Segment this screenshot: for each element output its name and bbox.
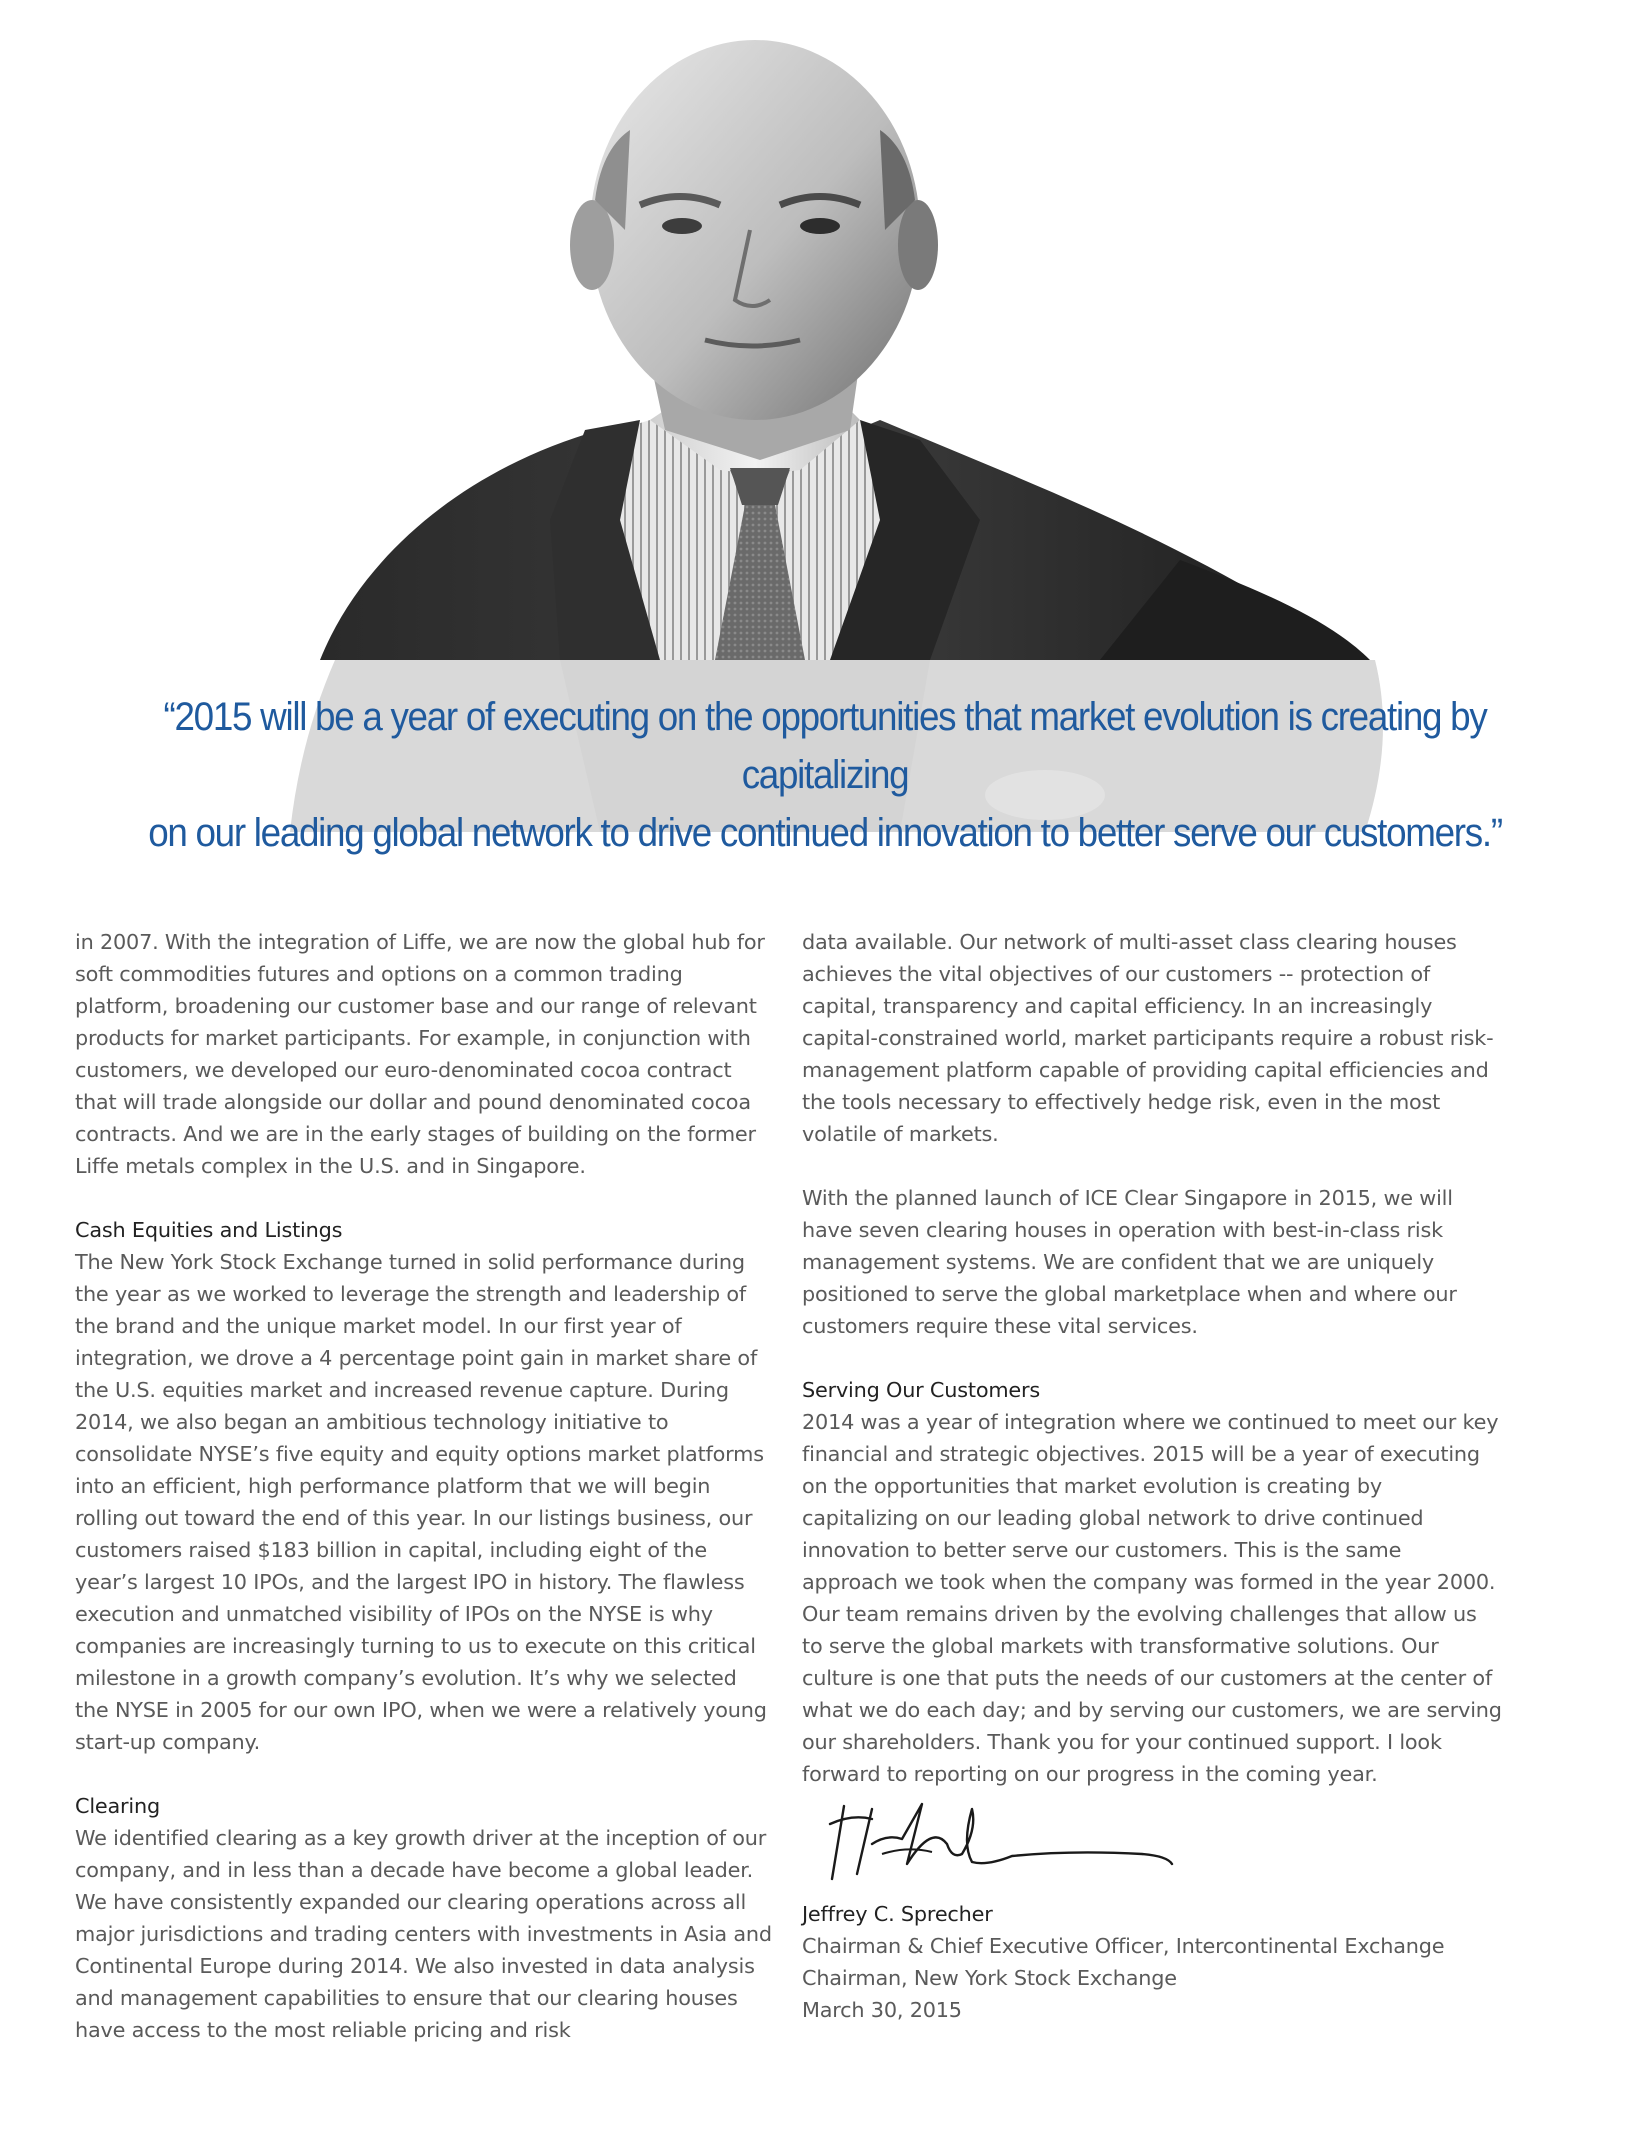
signer-name: Jeffrey C. Sprecher <box>802 1902 993 1926</box>
cash-equities-paragraph: The New York Stock Exchange turned in solid performance during the year as we worked to leverage the strength and leadership of the brand and the unique market model. In our first year of integration, we drove a 4 percentage point gain in market share of the U.S. equities market and increased revenue capture. During 2014, we also began an ambitious technology initiative to consolidate NYSE’s five equity and equity options market platforms into an efficient, high performance platform that we will begin rolling out toward the end of this year. In our listings business, our customers raised $183 billion in capital, including eight of the year’s largest 10 IPOs, and the largest IPO in history. The flawless execution and unmatched visibility of IPOs on the NYSE is why companies are increasingly turning to us to execute on this critical milestone in a growth company’s evolution. It’s why we selected the NYSE in 2005 for our own IPO, when we were a relatively young start-up company. <box>75 1250 767 1754</box>
signoff-block <box>802 1898 1502 2026</box>
section-heading-clearing: Clearing <box>75 1794 160 1818</box>
clearing-continuation-paragraph: data available. Our network of multi-asset class clearing houses achieves the vital objectives of our customers -- protection of capital, transparency and capital efficiency. In an increasingly capital-constrained world, market participants require a robust risk-management platform capable of providing capital efficiencies and the tools necessary to effectively hedge risk, even in the most volatile of markets. <box>802 930 1494 1146</box>
intro-paragraph: in 2007. With the integration of Liffe, we are now the global hub for soft commodities futures and options on a common trading platform, broadening our customer base and our range of relevant products for market participants. For example, in conjunction with customers, we developed our euro-denominated cocoa contract that will trade alongside our dollar and pound denominated cocoa contracts. And we are in the early stages of building on the former Liffe metals complex in the U.S. and in Singapore. <box>75 930 765 1178</box>
section-heading-serving-customers: Serving Our Customers <box>802 1378 1040 1402</box>
head <box>590 40 920 420</box>
pull-quote-line-2: on our leading global network to drive continued innovation to better serve our customers.” <box>148 811 1502 855</box>
ice-clear-singapore-paragraph: With the planned launch of ICE Clear Singapore in 2015, we will have seven clearing houses in operation with best-in-class risk management systems. We are confident that we are uniquely positioned to serve the global marketplace when and where our customers require these vital services. <box>802 1186 1457 1338</box>
right-column <box>802 926 1502 2026</box>
left-eye <box>662 218 702 234</box>
right-eye <box>800 218 840 234</box>
section-heading-cash-equities: Cash Equities and Listings <box>75 1218 343 1242</box>
serving-customers-paragraph: 2014 was a year of integration where we continued to meet our key financial and strategic objectives. 2015 will be a year of executing on the opportunities that market evolution is creating by capitalizing on our leading global network to drive continued innovation to better serve our customers. This is the same approach we took when the company was formed in the year 2000. Our team remains driven by the evolving challenges that allow us to serve the global markets with transformative solutions. Our culture is one that puts the needs of our customers at the center of what we do each day; and by serving our customers, we are serving our shareholders. Thank you for your continued support. I look forward to reporting on our progress in the coming year. <box>802 1410 1502 1786</box>
left-column <box>75 926 775 2078</box>
pull-quote <box>103 688 1547 862</box>
clearing-paragraph: We identified clearing as a key growth driver at the inception of our company, and in less than a decade have become a global leader. We have consistently expanded our clearing operations across all major jurisdictions and trading centers with investments in Asia and Continental Europe during 2014. We also invested in data analysis and management capabilities to ensure that our clearing houses have access to the most reliable pricing and risk <box>75 1826 772 2042</box>
left-ear <box>570 200 614 290</box>
pull-quote-line-1: “2015 will be a year of executing on the opportunities that market evolution is creating by capitalizing <box>163 695 1487 797</box>
signature-graphic <box>812 1784 1192 1894</box>
hero-portrait <box>0 0 1650 855</box>
right-ear <box>898 200 938 290</box>
signer-title-ice: Chairman & Chief Executive Officer, Intercontinental Exchange <box>802 1934 1445 1958</box>
signer-title-nyse: Chairman, New York Stock Exchange <box>802 1966 1177 1990</box>
letter-date: March 30, 2015 <box>802 1998 962 2022</box>
